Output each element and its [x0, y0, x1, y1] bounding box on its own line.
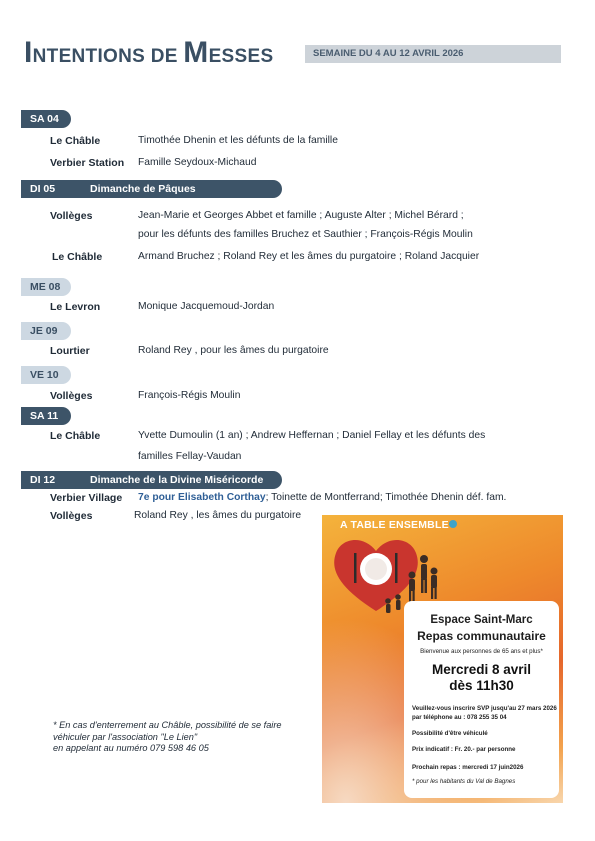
footnote-line: en appelant au numéro 079 598 46 05 — [53, 743, 209, 753]
place-label: Le Châble — [50, 430, 101, 442]
place-label: Vollèges — [50, 210, 93, 222]
place-label: Le Châble — [52, 251, 103, 263]
intention-text: Jean-Marie et Georges Abbet et famille ; Auguste Alter ; Michel Bérard ; — [138, 210, 464, 221]
day-label: SA 11 — [30, 410, 59, 422]
intention-text: Roland Rey , les âmes du purgatoire — [134, 510, 302, 521]
day-label: VE 10 — [30, 369, 59, 381]
poster-card — [404, 601, 559, 798]
place-label: Le Levron — [50, 301, 101, 313]
title-rest-2: ESSES — [208, 46, 274, 67]
intention-text: Yvette Dumoulin (1 an) ; Andrew Heffernan ; Daniel Fellay et les défunts des — [138, 430, 486, 441]
plus-icon — [449, 520, 457, 528]
title-rest-1: NTENTIONS DE — [32, 46, 184, 67]
intention-rest: ; Toinette de Montferrand; Timothée Dhenin déf. fam. — [265, 492, 507, 503]
footnote — [53, 720, 313, 755]
place-label: Le Châble — [50, 135, 101, 147]
day-bar-di12 — [21, 471, 282, 489]
poster-note: * pour les habitants du Val de Bagnes — [412, 778, 516, 785]
intention-text: pour les défunts des familles Bruchez et Sauthier ; François-Régis Moulin — [138, 229, 473, 240]
day-label: JE 09 — [30, 325, 58, 337]
place-label: Verbier Station — [50, 157, 125, 169]
highlight-text: 7e pour Elisabeth Corthay — [138, 492, 266, 503]
event-date: Mercredi 8 avril — [431, 662, 532, 677]
day-label: DI 05 — [30, 183, 56, 195]
day-bar-ve10 — [21, 366, 71, 384]
title-cap-1: I — [24, 36, 33, 69]
day-bar-sa04 — [21, 110, 71, 128]
day-bar-je09 — [21, 322, 71, 340]
page-title — [24, 38, 273, 72]
transport: Possibilité d'être véhiculé — [412, 730, 488, 737]
audience: Bienvenue aux personnes de 65 ans et plus* — [420, 648, 543, 655]
day-bar-me08 — [21, 278, 71, 296]
intention-text: Roland Rey , pour les âmes du purgatoire — [138, 345, 329, 356]
day-bar-sa11 — [21, 407, 71, 425]
place-label: Lourtier — [50, 345, 90, 357]
footnote-line: * En cas d'enterrement au Châble, possibilité de se faire — [53, 720, 282, 730]
intention-text: Timothée Dhenin et les défunts de la famille — [138, 135, 338, 146]
next-meal: Prochain repas : mercredi 17 juin2026 — [412, 764, 524, 771]
poster-brand: A TABLE ENSEMBLE — [340, 519, 449, 531]
day-label: DI 12 — [30, 474, 56, 486]
intention-text: familles Fellay-Vaudan — [138, 451, 242, 462]
event-time: dès 11h30 — [449, 678, 514, 693]
intention-text — [138, 491, 506, 505]
event-poster — [322, 515, 563, 803]
footnote-line: véhiculer par l'association "Le Lien" — [53, 731, 198, 742]
feast-label: Dimanche de Pâques — [90, 183, 196, 195]
intention-text: François-Régis Moulin — [138, 390, 241, 401]
intention-text: Monique Jacquemoud-Jordan — [138, 301, 275, 312]
phone: par téléphone au : 078 255 35 04 — [412, 714, 507, 721]
venue: Espace Saint-Marc — [430, 614, 533, 626]
intention-text: Armand Bruchez ; Roland Rey et les âmes du purgatoire ; Roland Jacquier — [138, 251, 480, 262]
price: Prix indicatif : Fr. 20.- par personne — [412, 746, 516, 753]
day-label: ME 08 — [30, 281, 61, 293]
signup: Veuillez-vous inscrire SVP jusqu'au 27 mars 2026 — [412, 705, 557, 712]
feast-label: Dimanche de la Divine Miséricorde — [90, 474, 264, 486]
event-name: Repas communautaire — [417, 629, 546, 643]
intention-text: Famille Seydoux-Michaud — [138, 157, 257, 168]
place-label: Vollèges — [50, 390, 93, 402]
title-cap-2: M — [183, 36, 209, 69]
place-label: Verbier Village — [50, 492, 123, 504]
day-bar-di05 — [21, 180, 282, 198]
week-banner: SEMAINE DU 4 AU 12 AVRIL 2026 — [305, 45, 561, 63]
day-label: SA 04 — [30, 113, 59, 125]
place-label: Vollèges — [50, 510, 93, 522]
